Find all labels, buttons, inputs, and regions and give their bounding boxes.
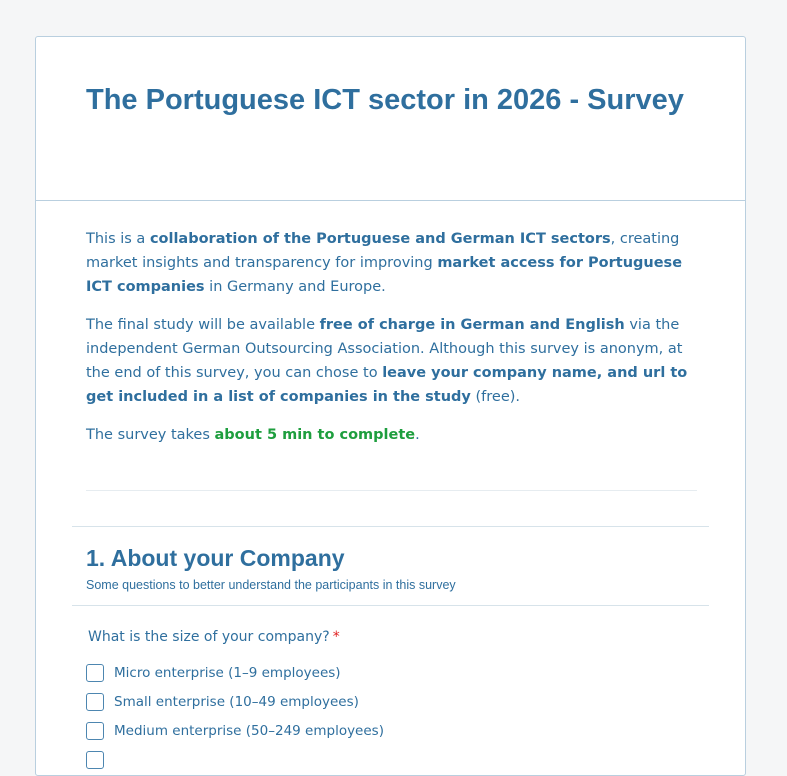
intro-bold-text: leave your company name, and url to get included in a list of companies in the study: [86, 365, 688, 405]
option-label: Micro enterprise (1–9 employees): [114, 664, 341, 681]
survey-header: [36, 37, 745, 201]
intro-bold-text: market access for Portuguese ICT companies: [86, 255, 683, 295]
divider: [86, 490, 697, 491]
question-label: [88, 628, 693, 646]
option-label: Small enterprise (10–49 employees): [114, 693, 359, 710]
intro-text: in Germany and Europe.: [204, 279, 386, 295]
checkbox[interactable]: [86, 664, 104, 682]
intro-bold-text: collaboration of the Portuguese and German ICT sectors: [149, 231, 611, 247]
question-text: What is the size of your company?: [88, 629, 330, 645]
section-description: Some questions to better understand the participants in this survey: [86, 578, 456, 592]
intro-paragraph-3: [86, 423, 695, 447]
intro-text: .: [415, 427, 420, 443]
section-header: [72, 527, 709, 606]
section-title: 1. About your Company: [86, 545, 345, 571]
question-company-size: [72, 606, 709, 774]
required-indicator: *: [332, 629, 340, 645]
option-label: Medium enterprise (50–249 employees): [114, 722, 384, 739]
survey-card: [35, 36, 746, 776]
checkbox[interactable]: [86, 751, 104, 769]
intro-text: The final study will be available: [86, 317, 320, 333]
checkbox[interactable]: [86, 693, 104, 711]
section-about-company: [72, 526, 709, 774]
survey-intro: [36, 201, 745, 447]
intro-paragraph-2: [86, 313, 695, 409]
survey-title: The Portuguese ICT sector in 2026 - Survey: [86, 84, 684, 116]
intro-text: , creating market insights and transparency for improving: [86, 231, 680, 271]
intro-text: The survey takes: [86, 427, 215, 443]
intro-text: This is a: [86, 231, 150, 247]
checkbox[interactable]: [86, 722, 104, 740]
option-partial[interactable]: [86, 745, 693, 774]
intro-bold-text: free of charge in German and English: [319, 317, 625, 333]
option-micro-enterprise[interactable]: [86, 658, 693, 687]
intro-paragraph-1: [86, 227, 695, 299]
duration-highlight: about 5 min to complete: [214, 427, 416, 443]
intro-text: via the independent German Outsourcing Association. Although this survey is anonym, at the end of this survey, you can chose to: [86, 317, 683, 381]
option-medium-enterprise[interactable]: [86, 716, 693, 745]
intro-text: (free).: [470, 389, 521, 405]
option-small-enterprise[interactable]: [86, 687, 693, 716]
